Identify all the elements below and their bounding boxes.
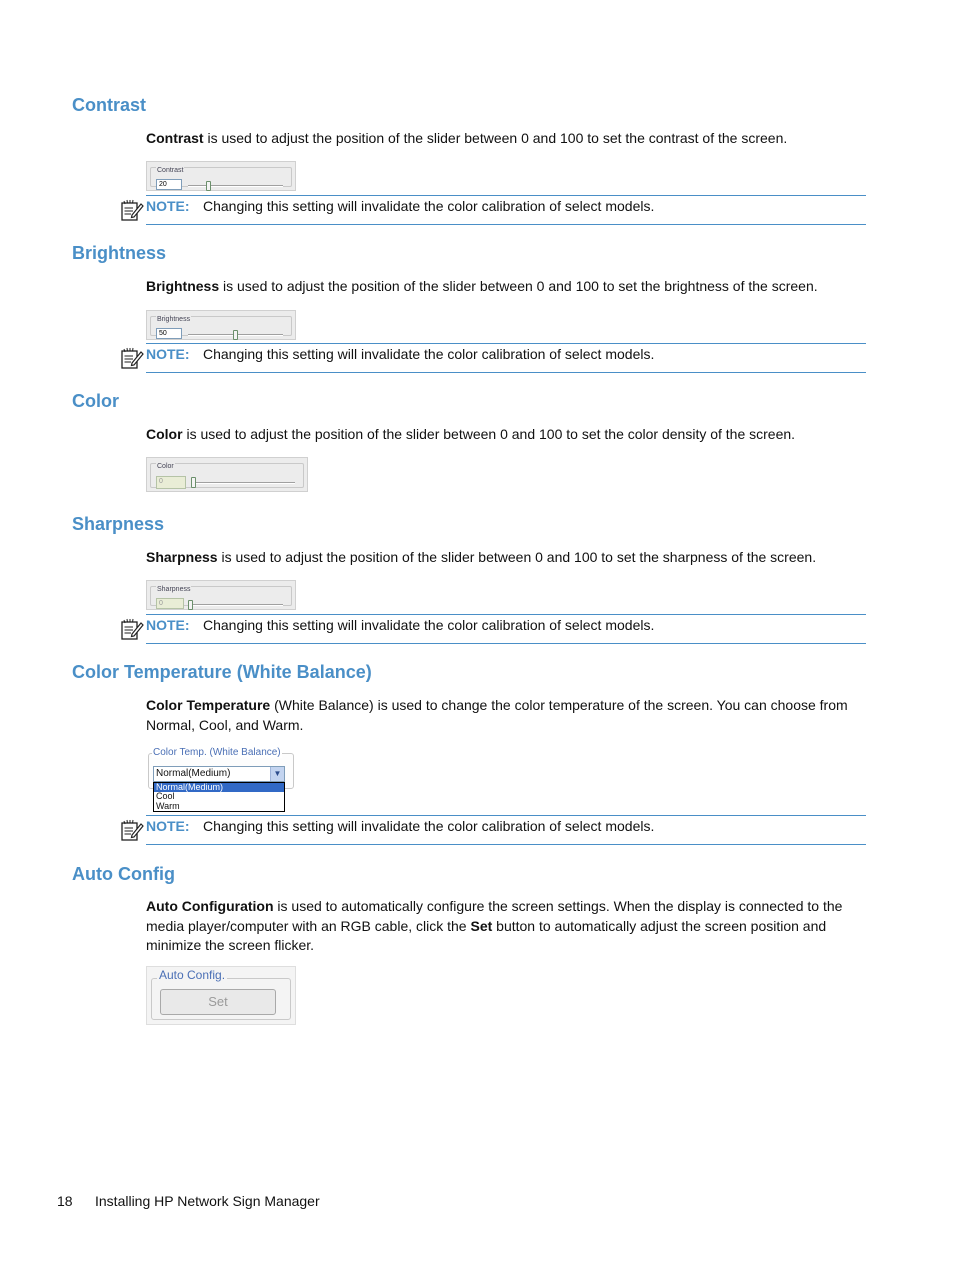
color-temp-option[interactable]: Normal(Medium) (154, 783, 284, 792)
color-description: Color is used to adjust the position of the slider between 0 and 100 to set the color density of the screen. (146, 426, 796, 442)
note-label: NOTE: (146, 198, 190, 214)
sharpness-slider-thumb (188, 600, 193, 610)
color-temp-dropdown-list (153, 782, 285, 812)
sharpness-value-field: 0 (156, 598, 184, 609)
color-temp-select[interactable] (153, 766, 285, 782)
note-label: NOTE: (146, 346, 190, 362)
contrast-note (146, 195, 866, 225)
set-button[interactable]: Set (160, 989, 276, 1015)
color-temp-widget (146, 745, 296, 813)
contrast-slider-track (188, 185, 283, 187)
note-text: Changing this setting will invalidate the color calibration of select models. (203, 617, 655, 633)
sharpness-widget-caption: Sharpness (157, 586, 191, 593)
note-label: NOTE: (146, 818, 190, 834)
contrast-slider-widget (146, 161, 296, 191)
contrast-value-field: 20 (156, 179, 182, 190)
brightness-slider-thumb (233, 330, 238, 340)
note-icon (120, 818, 144, 842)
color-slider-widget (146, 457, 308, 492)
sharpness-description: Sharpness is used to adjust the position of the slider between 0 and 100 to set the sharpness of the screen. (146, 549, 817, 565)
color-slider-thumb (191, 477, 196, 488)
color-temp-description: Color Temperature (White Balance) is used to change the color temperature of the screen. You can choose from Normal, Cool, and Warm. (146, 697, 848, 733)
note-label: NOTE: (146, 617, 190, 633)
auto-config-caption: Auto Config. (159, 968, 226, 982)
color-temp-option[interactable]: Cool (156, 791, 175, 802)
color-widget-caption: Color (157, 463, 174, 470)
brightness-value-field: 50 (156, 328, 182, 339)
chevron-down-icon[interactable]: ▼ (270, 767, 284, 781)
brightness-widget-caption: Brightness (157, 316, 191, 323)
color-slider-track (191, 482, 295, 484)
note-text: Changing this setting will invalidate the color calibration of select models. (203, 818, 655, 834)
color-temp-option[interactable]: Warm (156, 800, 180, 811)
brightness-description: Brightness is used to adjust the position of the slider between 0 and 100 to set the brightness of the screen. (146, 278, 818, 294)
note-text: Changing this setting will invalidate the color calibration of select models. (203, 346, 655, 362)
contrast-slider-thumb (206, 181, 211, 191)
sharpness-slider-track (188, 604, 283, 606)
sharpness-note (146, 614, 866, 644)
auto-config-heading: Auto Config (72, 864, 175, 884)
color-temp-note (146, 815, 866, 845)
contrast-heading: Contrast (72, 95, 147, 115)
sharpness-slider-widget (146, 580, 296, 610)
color-value-field: 0 (156, 476, 186, 489)
page-number: 18 (57, 1193, 73, 1209)
note-text: Changing this setting will invalidate the color calibration of select models. (203, 198, 655, 214)
color-temp-heading: Color Temperature (White Balance) (72, 662, 372, 682)
note-icon (120, 346, 144, 370)
auto-config-description: Auto Configuration is used to automatically configure the screen settings. When the display is connected to the media player/computer with an RGB cable, click the Set button to automatically adjust the screen position and minimize the screen flicker. (146, 898, 843, 953)
brightness-note (146, 343, 866, 373)
footer-chapter-title: Installing HP Network Sign Manager (95, 1193, 320, 1209)
color-heading: Color (72, 391, 119, 411)
contrast-widget-caption: Contrast (157, 167, 184, 174)
brightness-slider-widget (146, 310, 296, 340)
brightness-heading: Brightness (72, 243, 167, 263)
contrast-description: Contrast is used to adjust the position of the slider between 0 and 100 to set the contrast of the screen. (146, 130, 788, 146)
auto-config-widget (146, 966, 296, 1025)
color-temp-caption: Color Temp. (White Balance) (153, 747, 281, 758)
note-icon (120, 617, 144, 641)
sharpness-heading: Sharpness (72, 514, 165, 534)
color-temp-selected-value: Normal(Medium) (156, 768, 231, 779)
note-icon (120, 198, 144, 222)
